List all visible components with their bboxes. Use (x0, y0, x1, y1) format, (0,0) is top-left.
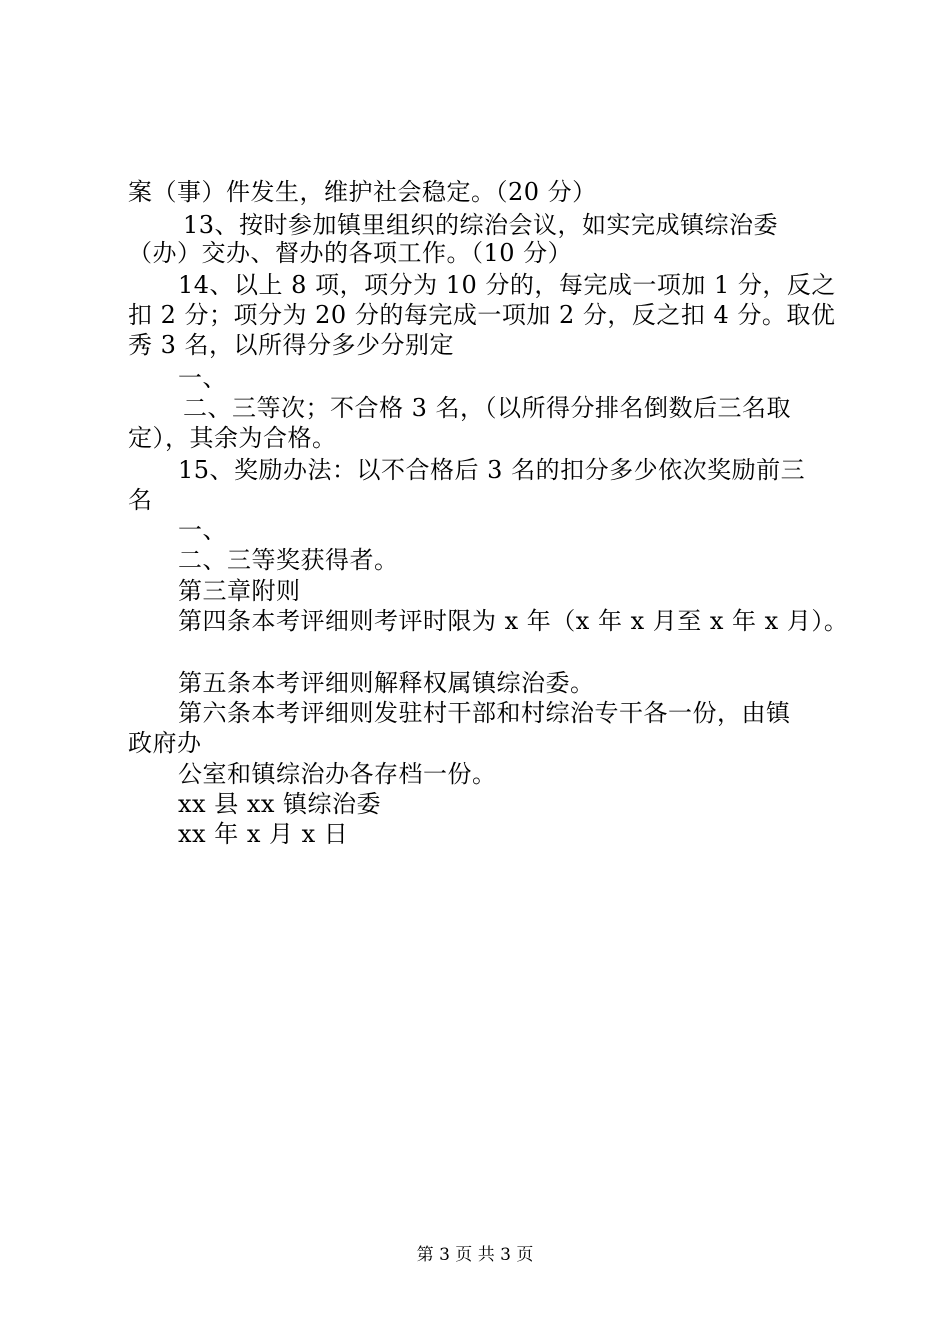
text-line-4: 14、以上 8 项，项分为 10 分的，每完成一项加 1 分，反之 (178, 271, 836, 299)
text-line-9: 定），其余为合格。 (128, 424, 337, 452)
text-line-15: 第四条本考评细则考评时限为 x 年（x 年 x 月至 x 年 x 月）。 (178, 607, 849, 635)
text-line-18: 政府办 (128, 729, 202, 757)
text-line-12: 一、 (178, 516, 227, 544)
text-line-21: xx 年 x 月 x 日 (178, 820, 349, 848)
text-line-5: 扣 2 分；项分为 20 分的每完成一项加 2 分，反之扣 4 分。取优 (128, 301, 836, 329)
text-line-11: 名 (128, 486, 153, 514)
page-footer: 第 3 页 共 3 页 (416, 1245, 534, 1265)
text-line-20: xx 县 xx 镇综治委 (178, 790, 382, 818)
text-line-7: 一、 (178, 364, 227, 392)
text-line-2: 13、按时参加镇里组织的综治会议，如实完成镇综治委 (183, 211, 779, 239)
text-line-8: 二、三等次；不合格 3 名，（以所得分排名倒数后三名取 (183, 394, 792, 422)
text-line-16: 第五条本考评细则解释权属镇综治委。 (178, 669, 595, 697)
text-line-3: （办）交办、督办的各项工作。（10 分） (128, 239, 573, 267)
text-line-13: 二、三等奖获得者。 (178, 546, 399, 574)
text-line-14: 第三章附则 (178, 577, 301, 605)
text-line-19: 公室和镇综治办各存档一份。 (178, 760, 497, 788)
text-line-6: 秀 3 名，以所得分多少分别定 (128, 331, 455, 359)
text-line-1: 案（事）件发生，维护社会稳定。（20 分） (128, 178, 597, 206)
text-line-10: 15、奖励办法：以不合格后 3 名的扣分多少依次奖励前三 (178, 456, 806, 484)
text-line-17: 第六条本考评细则发驻村干部和村综治专干各一份，由镇 (178, 699, 791, 727)
